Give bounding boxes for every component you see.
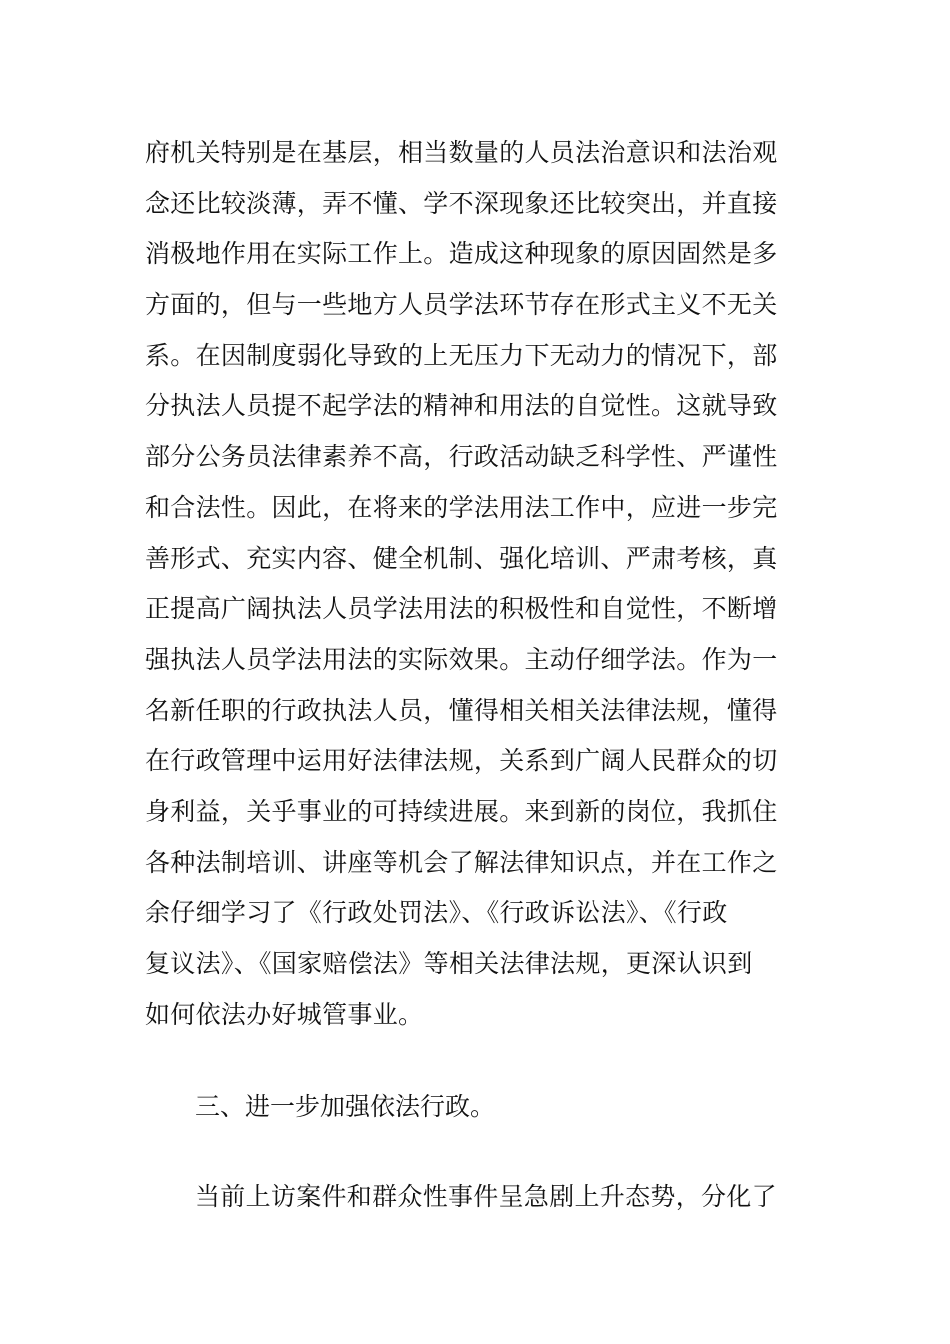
text-line: 各种法制培训、讲座等机会了解法律知识点，并在工作之 bbox=[145, 847, 778, 877]
text-line: 念还比较淡薄，弄不懂、学不深现象还比较突出，并直接 bbox=[145, 188, 778, 218]
text-line: 府机关特别是在基层，相当数量的人员法治意识和法治观 bbox=[145, 138, 778, 167]
text-line: 如何依法办好城管事业。 bbox=[145, 999, 424, 1029]
text-line: 分执法人员提不起学法的精神和用法的自觉性。这就导致 bbox=[145, 391, 778, 421]
text-line: 身利益，关乎事业的可持续进展。来到新的岗位，我抓住 bbox=[145, 796, 778, 826]
text-line: 方面的，但与一些地方人员学法环节存在形式主义不无关 bbox=[145, 290, 778, 320]
text-line: 系。在因制度弱化导致的上无压力下无动力的情况下，部 bbox=[145, 340, 778, 370]
text-line: 复议法》、《国家赔偿法》等相关法律法规，更深认识到 bbox=[145, 949, 753, 978]
next-paragraph-line: 当前上访案件和群众性事件呈急剧上升态势，分化了 bbox=[195, 1182, 777, 1211]
text-line: 正提高广阔执法人员学法用法的积极性和自觉性，不断增 bbox=[145, 594, 778, 624]
text-line: 名新任职的行政执法人员，懂得相关相关法律法规，懂得 bbox=[145, 695, 778, 725]
text-line: 消极地作用在实际工作上。造成这种现象的原因固然是多 bbox=[145, 239, 778, 269]
text-line: 善形式、充实内容、健全机制、强化培训、严肃考核，真 bbox=[145, 543, 778, 573]
text-line: 余仔细学习了《行政处罚法》、《行政诉讼法》、《行政 bbox=[145, 898, 728, 928]
text-line: 部分公务员法律素养不高，行政活动缺乏科学性、严谨性 bbox=[145, 442, 778, 472]
text-line: 和合法性。因此，在将来的学法用法工作中，应进一步完 bbox=[145, 492, 778, 522]
text-line: 强执法人员学法用法的实际效果。主动仔细学法。作为一 bbox=[145, 644, 778, 674]
text-line: 在行政管理中运用好法律法规，关系到广阔人民群众的切 bbox=[145, 746, 778, 776]
section-heading: 三、进一步加强依法行政。 bbox=[195, 1092, 496, 1121]
body-paragraph bbox=[145, 128, 825, 1040]
